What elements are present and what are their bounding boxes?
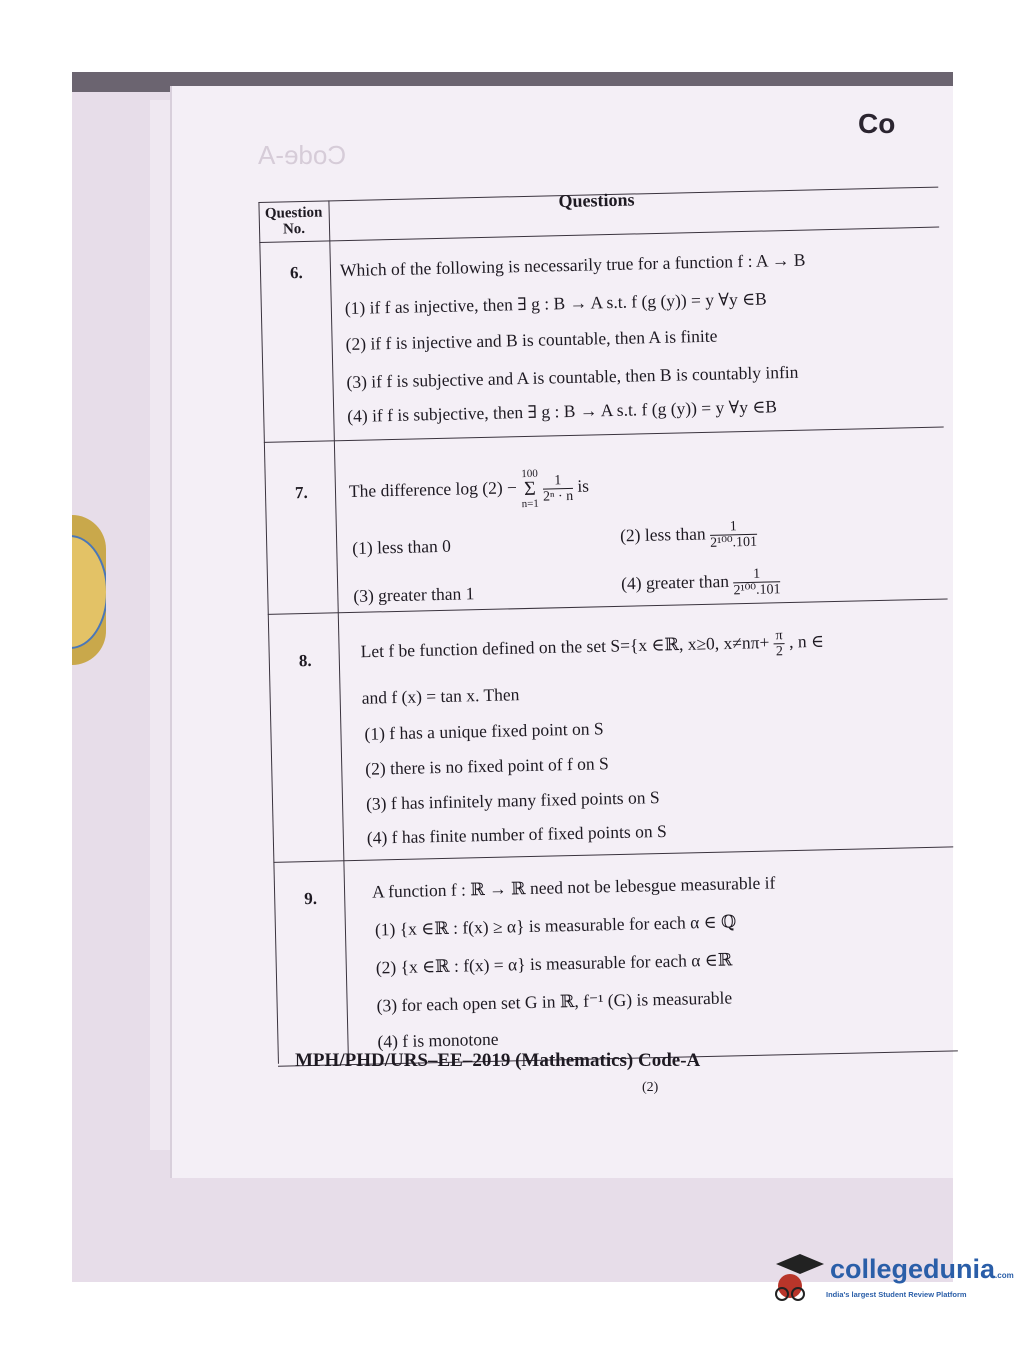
- q7-sum-symbol: Σ: [523, 477, 536, 501]
- question-number-9: 9.: [304, 888, 318, 909]
- q8-option-4: (4) f has finite number of fixed points on S: [366, 820, 667, 848]
- q7-sum-lower: n=1: [521, 497, 540, 511]
- q6-stem: Which of the following is necessarily true for a function f : A → B: [339, 249, 806, 281]
- q6-option-2: (2) if f is injective and B is countable, then A is finite: [345, 325, 718, 355]
- q7-option-2-frac: [710, 519, 758, 551]
- q9-option-2: (2) {x ∈ℝ : f(x) = α} is measurable for each α ∈ℝ: [375, 949, 733, 978]
- q8-stem: [360, 627, 824, 669]
- mascot-icon: [770, 1250, 828, 1306]
- q7-stem: [349, 467, 590, 514]
- q9-option-3: (3) for each open set G in ℝ, f⁻¹ (G) is measurable: [376, 987, 733, 1016]
- q7-option-1: (1) less than 0: [352, 535, 452, 558]
- q8-stem-a: Let f be function defined on the set S={x ∈ℝ, x≥0, x≠nπ+: [360, 632, 770, 662]
- q7-stem-a: The difference log (2) −: [348, 477, 518, 502]
- q6-option-1: (1) if f as injective, then ∃ g : B → A s.t. f (g (y)) = y ∀y ∈B: [344, 288, 767, 319]
- header-questions: Questions: [558, 189, 635, 212]
- q9-option-1: (1) {x ∈ℝ : f(x) ≥ α} is measurable for each α ∈ ℚ: [374, 911, 737, 940]
- q7-fraction: [543, 472, 574, 504]
- header-question-no: Question No.: [264, 204, 323, 238]
- q7-summation: [521, 468, 539, 510]
- q8-option-2: (2) there is no fixed point of f on S: [365, 753, 609, 779]
- q7-option-4: [621, 566, 781, 601]
- corner-code-label: Co: [858, 108, 896, 139]
- q7-stem-b: is: [577, 475, 590, 496]
- q8-pi-frac: [773, 628, 785, 659]
- questions-table: [258, 169, 958, 1064]
- q8-option-1: (1) f has a unique fixed point on S: [364, 718, 604, 744]
- row-rule-6: [264, 427, 944, 443]
- q9-stem: A function f : ℝ → ℝ need not be lebesgue measurable if: [371, 872, 776, 902]
- question-number-7: 7.: [294, 482, 308, 503]
- q7-option-2: [620, 519, 758, 553]
- q7-frac-den: 2ⁿ · n: [542, 488, 574, 505]
- partial-seal-stamp: [72, 515, 106, 665]
- q7-option-4-frac: [733, 566, 781, 598]
- header-bottom-rule: [259, 227, 939, 243]
- q6-option-4: (4) if f is subjective, then ∃ g : B → A s.t. f (g (y)) = y ∀y ∈B: [347, 396, 778, 427]
- q8-pi-den: 2: [775, 644, 784, 660]
- q6-option-3: (3) if f is subjective and A is countable, then B is countably infin: [346, 361, 799, 393]
- q7-option-4-text: (4) greater than: [620, 570, 730, 594]
- q7-option-4-num: 1: [733, 566, 780, 583]
- q7-option-3: (3) greater than 1: [353, 583, 475, 606]
- question-number-6: 6.: [289, 263, 303, 283]
- q7-option-2-text: (2) less than: [619, 523, 706, 546]
- q8-stem-line-2: and f (x) = tan x. Then: [361, 684, 520, 708]
- q7-option-2-num: 1: [710, 519, 757, 536]
- q8-stem-b: , n ∈: [788, 630, 825, 652]
- q7-option-2-den: 2¹⁰⁰.101: [710, 534, 758, 551]
- q8-pi-num: π: [773, 628, 784, 644]
- logo-suffix: .com: [995, 1271, 1014, 1280]
- logo-tagline: India's largest Student Review Platform: [826, 1290, 967, 1299]
- q8-option-3: (3) f has infinitely many fixed points on S: [365, 787, 660, 814]
- bleed-through-code: Code-A: [258, 140, 347, 170]
- exam-footer: MPH/PHD/URS–EE–2019 (Mathematics) Code-A: [295, 1050, 701, 1071]
- q9-option-4: (4) f is monotone: [377, 1028, 499, 1052]
- question-number-8: 8.: [298, 650, 312, 671]
- row-rule-8: [273, 846, 953, 862]
- logo-name: collegedunia: [830, 1254, 996, 1284]
- q7-sum-upper: 100: [521, 467, 538, 481]
- collegedunia-logo: [770, 1250, 1014, 1310]
- q7-frac-num: 1: [543, 472, 573, 489]
- page-number: (2): [642, 1080, 659, 1095]
- logo-wordmark: [830, 1254, 1014, 1285]
- q7-option-4-den: 2¹⁰⁰.101: [733, 582, 781, 599]
